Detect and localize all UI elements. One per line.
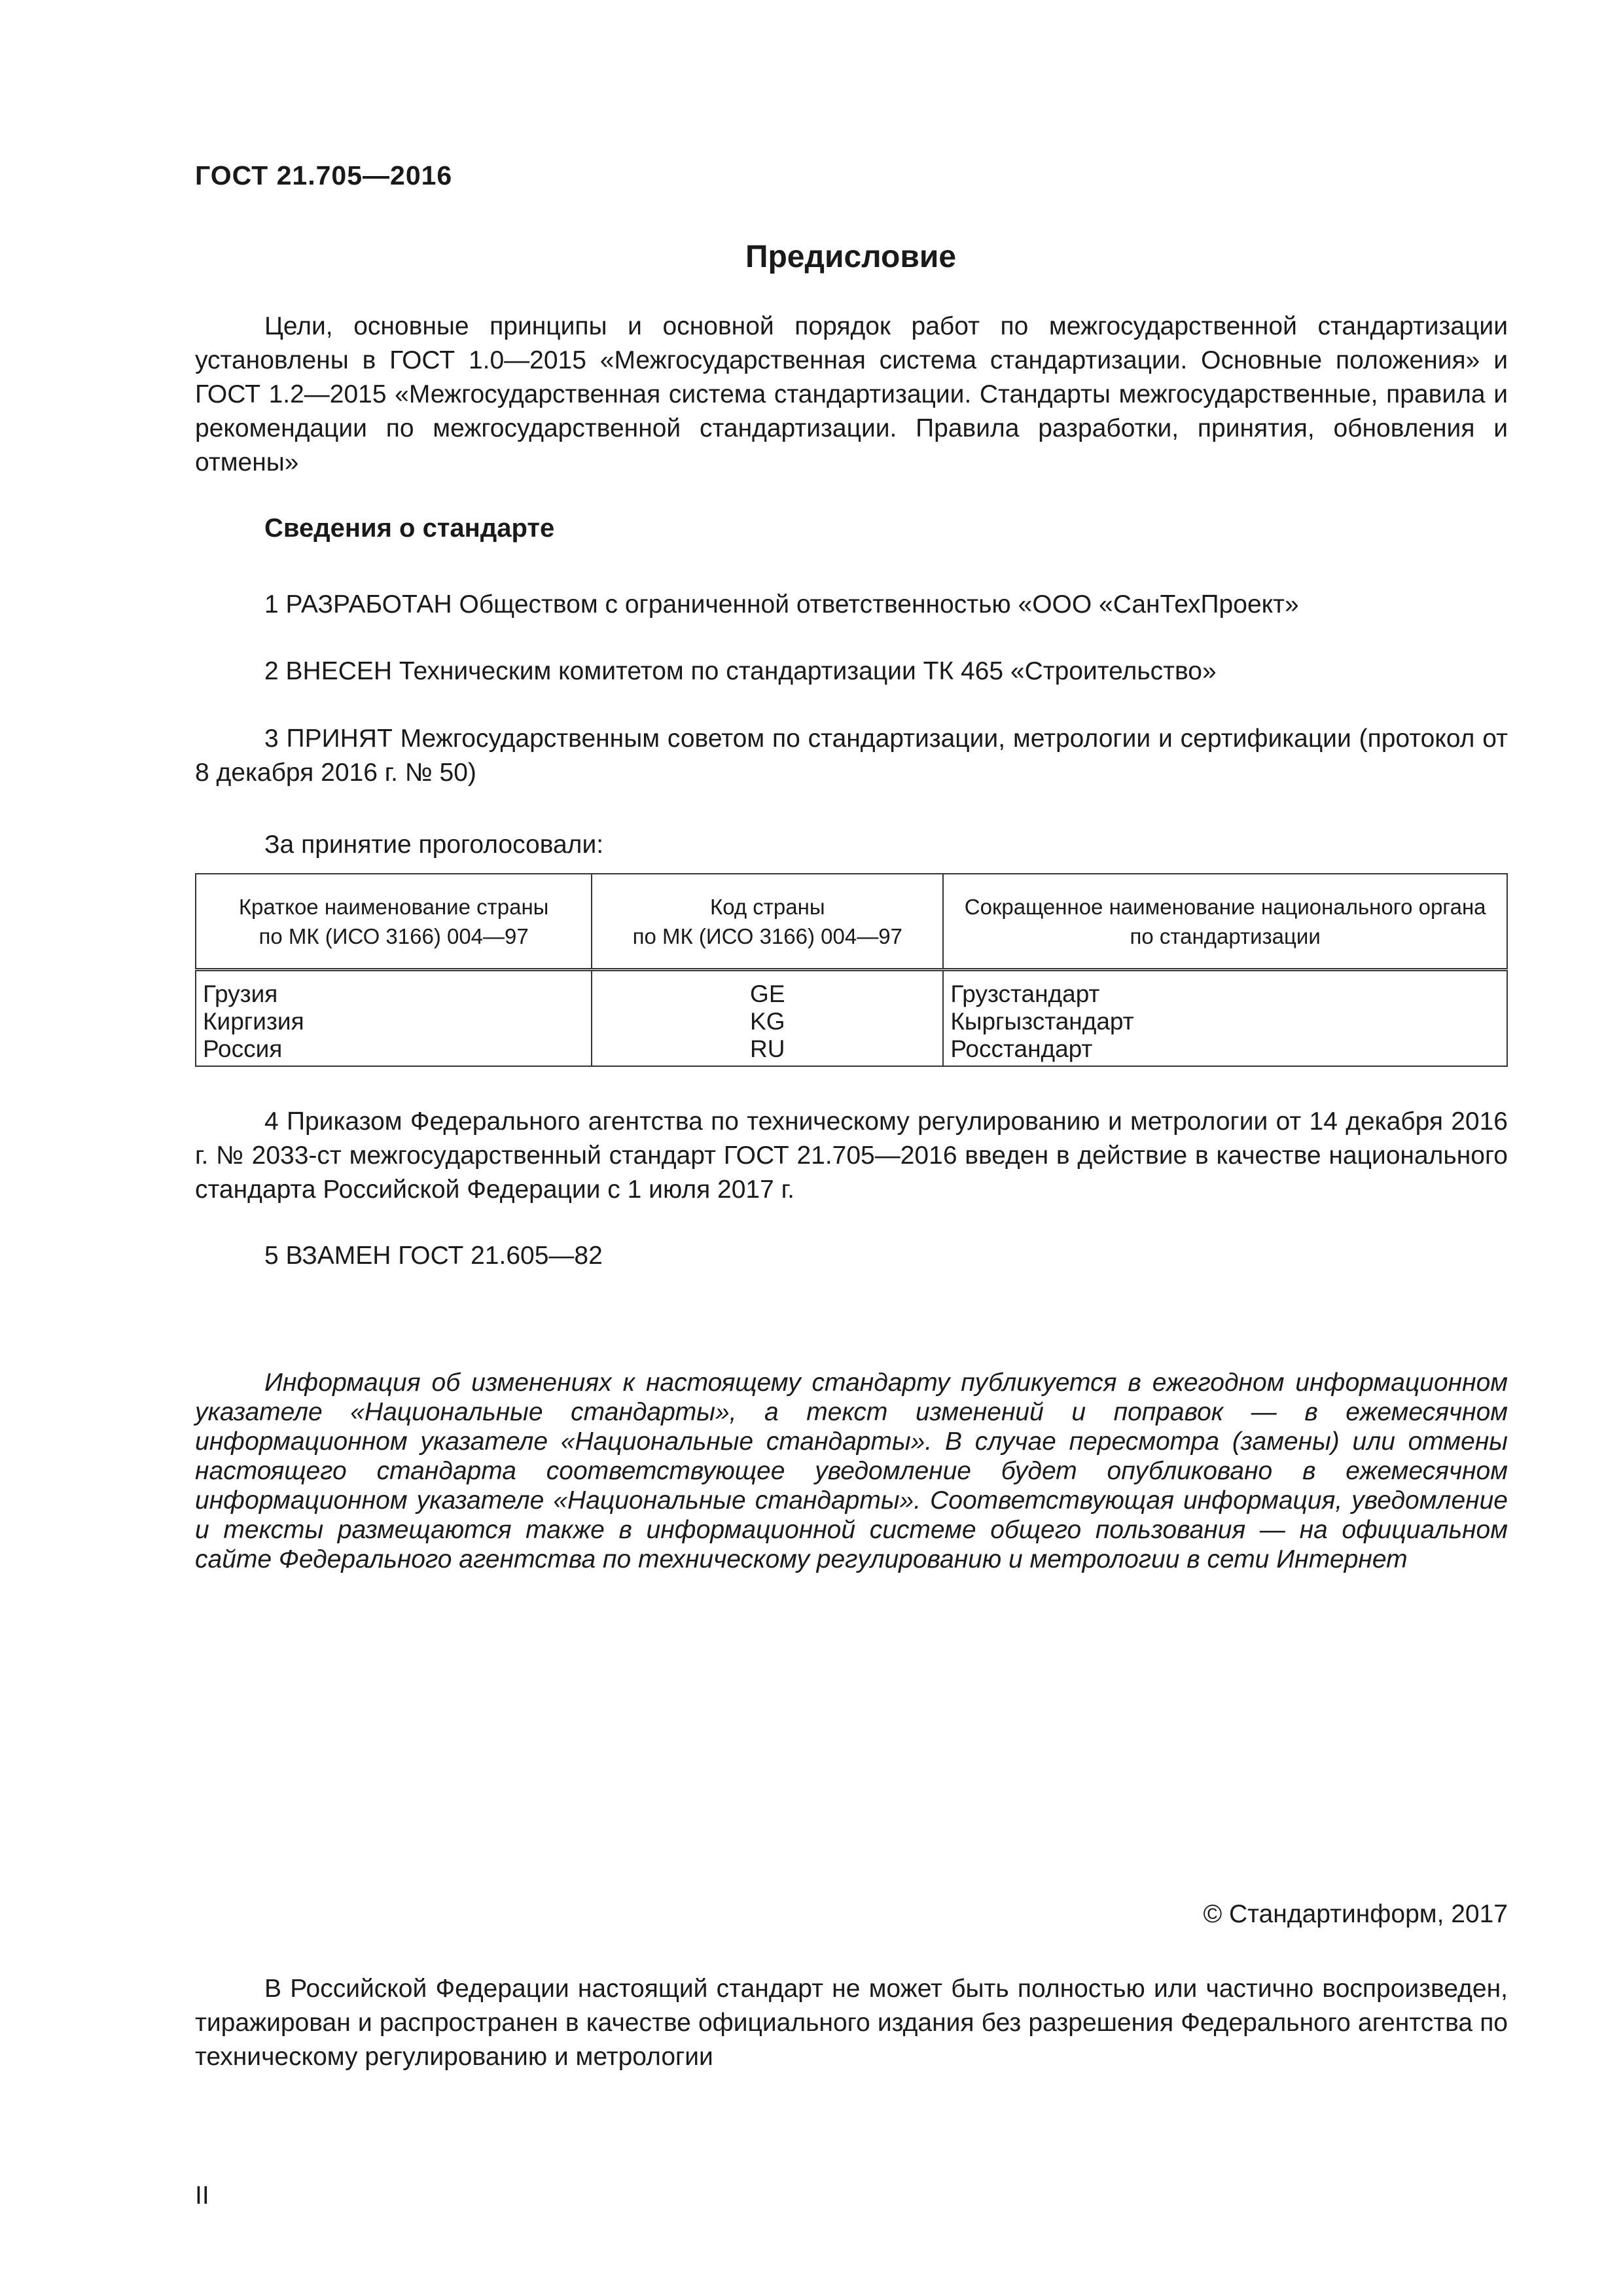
code-cell: GE bbox=[750, 980, 785, 1007]
page-title: Предисловие bbox=[745, 240, 957, 274]
document-code-header: ГОСТ 21.705—2016 bbox=[195, 160, 453, 190]
code-column bbox=[592, 970, 943, 1067]
table-row bbox=[196, 970, 1507, 1067]
info-heading: Сведения о стандарте bbox=[264, 514, 555, 543]
page-number: II bbox=[195, 2181, 209, 2210]
item-developed: 1 РАЗРАБОТАН Обществом с ограниченной ответственностью «ООО «СанТехПроект» bbox=[264, 590, 1299, 619]
country-cell: Грузия bbox=[203, 980, 278, 1007]
body-cell: Росстандарт bbox=[950, 1035, 1093, 1062]
copyright: © Стандартинформ, 2017 bbox=[1203, 1900, 1508, 1928]
item-replaces: 5 ВЗАМЕН ГОСТ 21.605—82 bbox=[264, 1242, 603, 1270]
table-header-row bbox=[196, 874, 1507, 970]
country-cell: Киргизия bbox=[203, 1008, 304, 1035]
amendment-notice: Информация об изменениях к настоящему стандарту публикуется в ежегодном информационном указателе «Национальные стандарты», а текст изменений и поправок — в ежемесячном информационном указателе «Национальные стандарты». В случае пересмотра (замены) или отмены настоящего стандарта соответствующее уведомление будет опубликовано в ежемесячном информационном указателе «Национальные стандарты». Соответствующая информация, уведомление и тексты размещаются также в информационной системе общего пользования — на официальном сайте Федерального агентства по техническому регулированию и метрологии в сети Интернет bbox=[195, 1369, 1508, 1573]
header-country-code: Код страны по МК (ИСО 3166) 004—97 bbox=[592, 874, 943, 970]
body-cell: Грузстандарт bbox=[950, 980, 1100, 1007]
body-column bbox=[943, 970, 1507, 1067]
voting-table bbox=[195, 873, 1508, 1067]
vote-label: За принятие проголосовали: bbox=[264, 831, 604, 859]
code-cell: KG bbox=[750, 1008, 785, 1035]
code-cell: RU bbox=[750, 1035, 785, 1062]
header-country-name: Краткое наименование страны по МК (ИСО 3166) 004—97 bbox=[196, 874, 592, 970]
item-order: 4 Приказом Федерального агентства по техническому регулированию и метрологии от 14 декабря 2016 г. № 2033-ст межгосударственный стандарт ГОСТ 21.705—2016 введен в действие в качестве национального стандарта Российской Федерации с 1 июля 2017 г. bbox=[195, 1107, 1508, 1204]
item-introduced: 2 ВНЕСЕН Техническим комитетом по стандартизации ТК 465 «Строительство» bbox=[264, 657, 1217, 685]
country-column bbox=[196, 970, 592, 1067]
header-national-body: Сокращенное наименование национального органа по стандартизации bbox=[943, 874, 1507, 970]
country-cell: Россия bbox=[203, 1035, 283, 1062]
restriction-notice: В Российской Федерации настоящий стандарт не может быть полностью или частично воспроизведен, тиражирован и распространен в качестве официального издания без разрешения Федерального агентства по техническому регулированию и метрологии bbox=[195, 1975, 1508, 2071]
intro-paragraph: Цели, основные принципы и основной порядок работ по межгосударственной стандартизации установлены в ГОСТ 1.0—2015 «Межгосударственная система стандартизации. Основные положения» и ГОСТ 1.2—2015 «Межгосударственная система стандартизации. Стандарты межгосударственные, правила и рекомендации по межгосударственной стандартизации. Правила разработки, принятия, обновления и отмены» bbox=[195, 312, 1508, 476]
body-cell: Кыргызстандарт bbox=[950, 1008, 1134, 1035]
item-adopted: 3 ПРИНЯТ Межгосударственным советом по стандартизации, метрологии и сертификации (протокол от 8 декабря 2016 г. № 50) bbox=[195, 725, 1508, 787]
